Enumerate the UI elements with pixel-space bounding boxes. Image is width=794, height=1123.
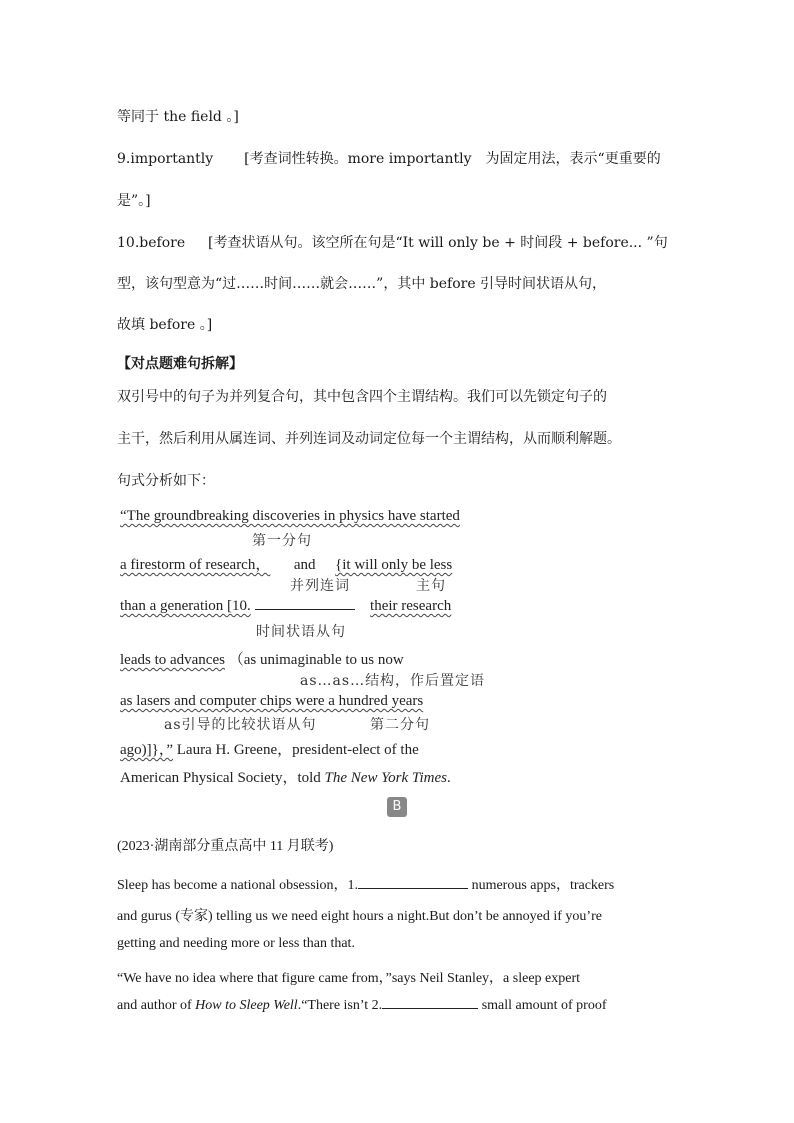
blank-10 <box>255 609 355 610</box>
passage-line: and gurus (专家) telling us we need eight hours a night.But don’t be annoyed if you’re <box>117 909 602 924</box>
analysis-line <box>120 693 423 710</box>
clause-text: Laura H. Greene，president-elect of the <box>176 742 419 758</box>
annotation: 第二分句 <box>370 717 430 733</box>
passage-line <box>117 998 687 1014</box>
passage-label-badge: B <box>387 797 407 817</box>
passage-text: numerous apps，trackers <box>471 878 615 893</box>
clause-text: American Physical Society，told <box>120 770 325 786</box>
analysis-line <box>120 553 452 574</box>
section-paragraph: 主干，然后利用从属连词、并列连词及动词定位每一个主谓结构，从而顺利解题。 <box>117 431 621 447</box>
clause-text: . <box>446 770 451 786</box>
passage-source: (2023·湖南部分重点高中 11 月联考) <box>117 839 334 854</box>
answer-number: 9.importantly <box>117 151 214 167</box>
clause-text: leads to advances <box>120 652 225 668</box>
answer-explanation: [考查状语从句。该空所在句是“It will only be + 时间段 + before... ”句 <box>208 235 668 251</box>
annotation: 主句 <box>416 578 446 594</box>
analysis-line <box>120 648 404 669</box>
newspaper-title: The New York Times <box>324 770 447 786</box>
clause-text: than a generation [10. <box>120 598 251 614</box>
answer-explanation: [考查词性转换。more importantly 为固定用法，表示“更重要的 <box>244 151 661 167</box>
section-paragraph: 双引号中的句子为并列复合句，其中包含四个主谓结构。我们可以先锁定句子的 <box>117 389 607 405</box>
analysis-line <box>120 508 460 525</box>
clause-text: （as unimaginable to us now <box>228 652 404 668</box>
clause-text: a firestorm of research， <box>120 557 271 573</box>
annotation: 时间状语从句 <box>256 624 346 640</box>
answer-item-9-cont: 是”。] <box>117 193 151 209</box>
annotation: 第一分句 <box>252 533 312 549</box>
section-heading: 【对点题难句拆解】 <box>117 356 243 372</box>
annotation: as…as…结构，作后置定语 <box>300 673 486 689</box>
analysis-line <box>120 766 451 787</box>
passage-text: and author of <box>117 998 196 1013</box>
clause-text: “The groundbreaking discoveries in physics have started <box>120 508 460 524</box>
clause-text: as lasers and computer chips were a hundred years <box>120 693 424 709</box>
conjunction-text: and <box>293 557 316 573</box>
passage-text: Sleep has become a national obsession，1. <box>117 878 359 893</box>
answer-item-10 <box>117 232 668 252</box>
answer-item-10-cont1: 型，该句型意为“过……时间……就会……”，其中 before 引导时间状语从句， <box>117 276 607 292</box>
passage-line: getting and needing more or less than that. <box>117 936 355 951</box>
blank-1 <box>358 888 468 889</box>
blank-2 <box>382 1008 478 1009</box>
annotation: 并列连词 <box>290 578 350 594</box>
analysis-line <box>120 738 419 759</box>
annotation: as引导的比较状语从句 <box>164 717 317 733</box>
clause-text: {it will only be less <box>335 557 453 573</box>
sentence-analysis-figure <box>120 508 496 798</box>
book-title: How to Sleep Well <box>195 998 298 1013</box>
answer-item-9 <box>117 148 661 168</box>
clause-text: ago)]}，” <box>120 742 174 758</box>
answer-line-field: 等同于 the field 。] <box>117 109 239 125</box>
passage-line <box>117 874 687 894</box>
clause-text: their research <box>370 598 452 614</box>
answer-number: 10.before <box>117 235 186 251</box>
passage-line: “We have no idea where that figure came from，”says Neil Stanley，a sleep expert <box>117 971 581 986</box>
section-paragraph: 句式分析如下： <box>117 473 215 489</box>
passage-text: small amount of proof <box>481 998 607 1013</box>
answer-item-10-cont2: 故填 before 。] <box>117 317 213 333</box>
analysis-line <box>120 598 451 615</box>
passage-text: .“There isn’t 2. <box>297 998 383 1013</box>
